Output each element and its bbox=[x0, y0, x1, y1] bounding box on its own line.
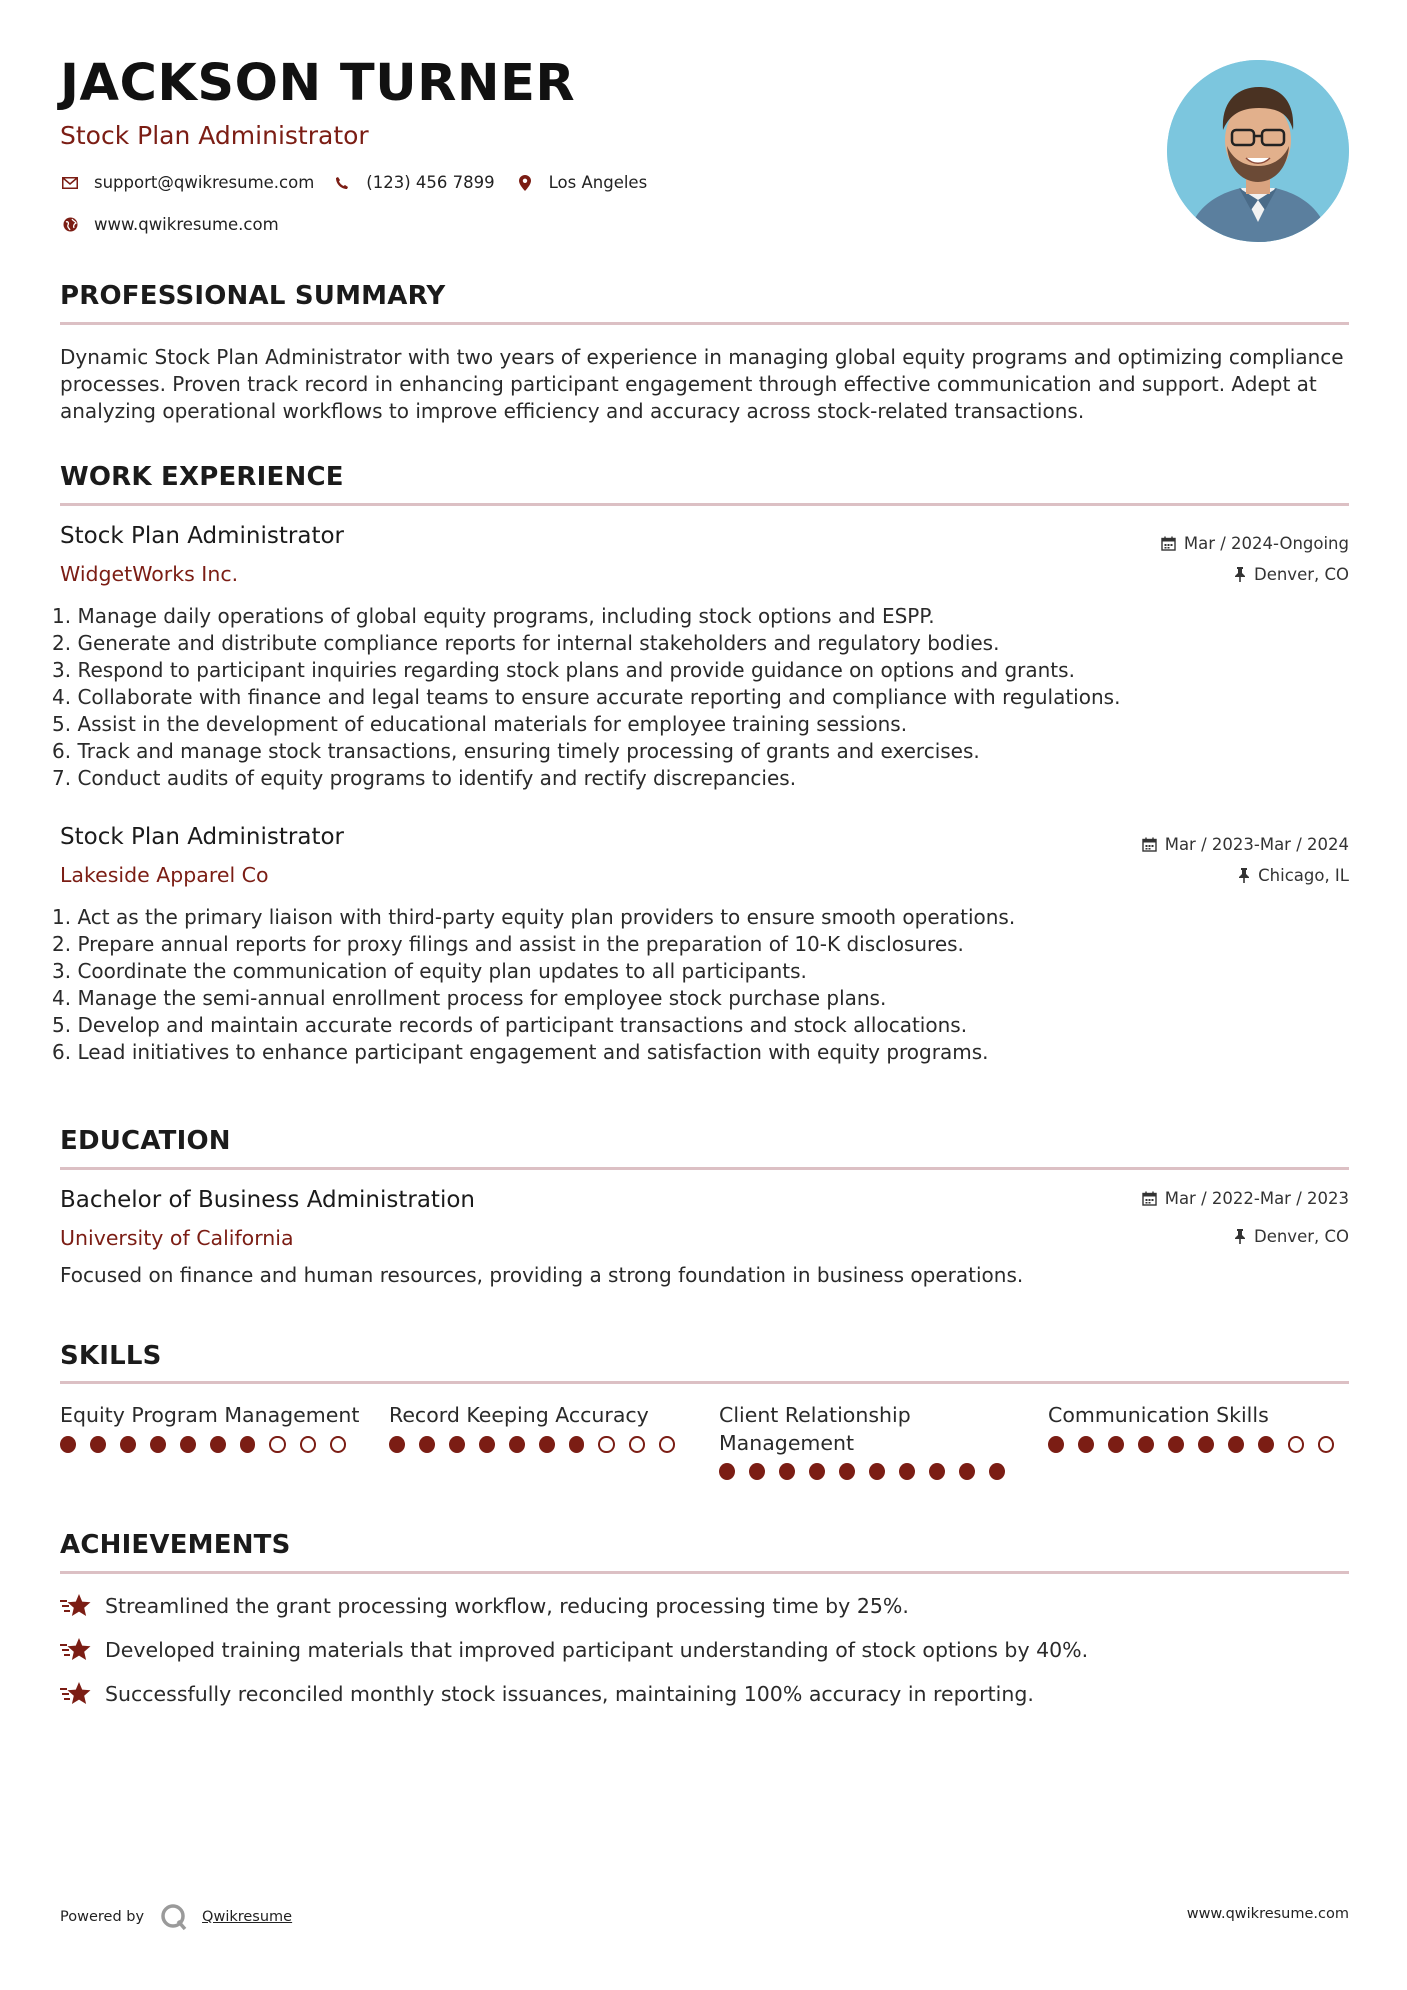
rating-dot-filled bbox=[120, 1436, 136, 1453]
calendar-icon bbox=[1161, 536, 1176, 551]
email-link[interactable]: support@qwikresume.com bbox=[94, 173, 315, 192]
rating-dot-filled bbox=[809, 1463, 825, 1480]
achievement-text: Streamlined the grant processing workflow, reducing processing time by 25%. bbox=[105, 1594, 909, 1618]
section-divider bbox=[60, 1167, 1349, 1170]
profile-photo bbox=[1167, 60, 1349, 242]
section-divider bbox=[60, 1571, 1349, 1574]
footer-website[interactable]: www.qwikresume.com bbox=[1186, 1906, 1349, 1922]
map-pin-icon bbox=[515, 175, 535, 191]
rating-dot-filled bbox=[60, 1436, 76, 1453]
education-description: Focused on finance and human resources, providing a strong foundation in business operations. bbox=[60, 1263, 1024, 1287]
skill-item bbox=[60, 1402, 360, 1453]
rating-dot-filled bbox=[929, 1463, 945, 1480]
achievement-text: Successfully reconciled monthly stock issuances, maintaining 100% accuracy in reporting. bbox=[105, 1682, 1034, 1706]
rating-dot-empty bbox=[269, 1436, 285, 1453]
job-location bbox=[1238, 866, 1349, 885]
date-range: Mar / 2022-Mar / 2023 bbox=[1164, 1189, 1349, 1208]
list-item: 6. Track and manage stock transactions, ensuring timely processing of grants and exercises. bbox=[52, 739, 980, 763]
education-heading: EDUCATION bbox=[60, 1126, 231, 1156]
experience-heading: WORK EXPERIENCE bbox=[60, 462, 344, 492]
rating-dot-filled bbox=[90, 1436, 106, 1453]
rating-dot-filled bbox=[1228, 1436, 1244, 1453]
list-item: 3. Respond to participant inquiries regarding stock plans and provide guidance on options and grants. bbox=[52, 658, 1075, 682]
candidate-role: Stock Plan Administrator bbox=[60, 121, 369, 150]
achievements-heading: ACHIEVEMENTS bbox=[60, 1530, 291, 1560]
location-text: Denver, CO bbox=[1253, 1227, 1349, 1246]
summary-heading: PROFESSIONAL SUMMARY bbox=[60, 281, 446, 311]
rating-dot-filled bbox=[899, 1463, 915, 1480]
rating-dot-empty bbox=[598, 1436, 614, 1453]
rating-dot-filled bbox=[509, 1436, 525, 1453]
rating-dot-filled bbox=[719, 1463, 735, 1480]
skill-name: Record Keeping Accuracy bbox=[389, 1403, 649, 1427]
rating-dot-empty bbox=[330, 1436, 346, 1453]
skill-rating bbox=[719, 1463, 1019, 1480]
rating-dot-filled bbox=[419, 1436, 435, 1453]
education-location bbox=[1234, 1227, 1349, 1246]
list-item: 3. Coordinate the communication of equity plan updates to all participants. bbox=[52, 959, 807, 983]
candidate-name: JACKSON TURNER bbox=[60, 54, 576, 113]
pushpin-icon bbox=[1234, 567, 1246, 582]
skill-item bbox=[1048, 1402, 1348, 1453]
star-icon bbox=[60, 1637, 92, 1663]
location-text: Chicago, IL bbox=[1258, 866, 1349, 885]
envelope-icon bbox=[60, 177, 80, 189]
skill-rating bbox=[1048, 1436, 1348, 1453]
pushpin-icon bbox=[1238, 868, 1250, 883]
section-divider bbox=[60, 503, 1349, 506]
achievement-item bbox=[60, 1637, 1088, 1663]
job-dates bbox=[1142, 835, 1349, 854]
job-responsibilities bbox=[52, 603, 1352, 792]
skill-name: Communication Skills bbox=[1048, 1403, 1269, 1427]
rating-dot-empty bbox=[1318, 1436, 1334, 1453]
rating-dot-filled bbox=[749, 1463, 765, 1480]
list-item: 1. Act as the primary liaison with third-party equity plan providers to ensure smooth operations. bbox=[52, 905, 1016, 929]
phone-icon bbox=[332, 176, 352, 190]
rating-dot-filled bbox=[479, 1436, 495, 1453]
rating-dot-empty bbox=[300, 1436, 316, 1453]
school-name: University of California bbox=[60, 1226, 294, 1250]
education-dates bbox=[1142, 1189, 1349, 1208]
pushpin-icon bbox=[1234, 1229, 1246, 1244]
list-item: 5. Assist in the development of educational materials for employee training sessions. bbox=[52, 712, 908, 736]
list-item: 1. Manage daily operations of global equity programs, including stock options and ESPP. bbox=[52, 604, 935, 628]
list-item: 2. Generate and distribute compliance reports for internal stakeholders and regulatory bodies. bbox=[52, 631, 1000, 655]
job-title: Stock Plan Administrator bbox=[60, 824, 344, 850]
summary-text: Dynamic Stock Plan Administrator with two years of experience in managing global equity programs and optimizing compliance processes. Proven track record in enhancing participant engagement through effective communication and support. Adept at analyzing operational workflows to improve efficiency and accuracy across stock-related transactions. bbox=[60, 345, 1344, 423]
skill-item bbox=[719, 1402, 1019, 1480]
rating-dot-filled bbox=[839, 1463, 855, 1480]
calendar-icon bbox=[1142, 837, 1157, 852]
rating-dot-filled bbox=[1258, 1436, 1274, 1453]
rating-dot-empty bbox=[1288, 1436, 1304, 1453]
rating-dot-filled bbox=[959, 1463, 975, 1480]
rating-dot-filled bbox=[1198, 1436, 1214, 1453]
job-title: Stock Plan Administrator bbox=[60, 523, 344, 549]
contact-row bbox=[60, 173, 647, 192]
skill-rating bbox=[389, 1436, 689, 1453]
location-text: Los Angeles bbox=[548, 173, 648, 192]
rating-dot-filled bbox=[869, 1463, 885, 1480]
date-range: Mar / 2024-Ongoing bbox=[1183, 534, 1349, 553]
rating-dot-empty bbox=[659, 1436, 675, 1453]
rating-dot-filled bbox=[180, 1436, 196, 1453]
skill-name: Client Relationship Management bbox=[719, 1403, 911, 1455]
location-text: Denver, CO bbox=[1253, 565, 1349, 584]
star-icon bbox=[60, 1681, 92, 1707]
rating-dot-filled bbox=[989, 1463, 1005, 1480]
section-divider bbox=[60, 322, 1349, 325]
rating-dot-filled bbox=[1138, 1436, 1154, 1453]
skill-item bbox=[389, 1402, 689, 1453]
rating-dot-filled bbox=[150, 1436, 166, 1453]
rating-dot-filled bbox=[1168, 1436, 1184, 1453]
list-item: 4. Manage the semi-annual enrollment process for employee stock purchase plans. bbox=[52, 986, 887, 1010]
list-item: 6. Lead initiatives to enhance participant engagement and satisfaction with equity programs. bbox=[52, 1040, 989, 1064]
skills-heading: SKILLS bbox=[60, 1341, 162, 1371]
list-item: 5. Develop and maintain accurate records of participant transactions and stock allocations. bbox=[52, 1013, 968, 1037]
rating-dot-filled bbox=[779, 1463, 795, 1480]
rating-dot-filled bbox=[240, 1436, 256, 1453]
website-row bbox=[60, 215, 279, 234]
qwikresume-link[interactable]: Qwikresume bbox=[202, 1909, 293, 1925]
website-link[interactable]: www.qwikresume.com bbox=[94, 215, 279, 234]
rating-dot-filled bbox=[449, 1436, 465, 1453]
job-responsibilities bbox=[52, 904, 1352, 1066]
qwikresume-logo bbox=[160, 1903, 188, 1931]
section-divider bbox=[60, 1381, 1349, 1384]
achievement-text: Developed training materials that improved participant understanding of stock options by 40%. bbox=[105, 1638, 1089, 1662]
rating-dot-filled bbox=[569, 1436, 585, 1453]
job-location bbox=[1234, 565, 1349, 584]
footer-powered-by bbox=[60, 1903, 292, 1931]
company-name: WidgetWorks Inc. bbox=[60, 562, 239, 586]
rating-dot-filled bbox=[1048, 1436, 1064, 1453]
list-item: 2. Prepare annual reports for proxy filings and assist in the preparation of 10-K disclosures. bbox=[52, 932, 964, 956]
rating-dot-filled bbox=[539, 1436, 555, 1453]
skill-rating bbox=[60, 1436, 360, 1453]
star-icon bbox=[60, 1593, 92, 1619]
rating-dot-empty bbox=[629, 1436, 645, 1453]
skill-name: Equity Program Management bbox=[60, 1403, 360, 1427]
rating-dot-filled bbox=[1108, 1436, 1124, 1453]
calendar-icon bbox=[1142, 1191, 1157, 1206]
job-dates bbox=[1161, 534, 1349, 553]
powered-by-label: Powered by bbox=[60, 1909, 145, 1925]
rating-dot-filled bbox=[210, 1436, 226, 1453]
list-item: 4. Collaborate with finance and legal teams to ensure accurate reporting and compliance with regulations. bbox=[52, 685, 1121, 709]
achievement-item bbox=[60, 1681, 1034, 1707]
phone-number[interactable]: (123) 456 7899 bbox=[366, 173, 495, 192]
company-name: Lakeside Apparel Co bbox=[60, 863, 269, 887]
achievement-item bbox=[60, 1593, 909, 1619]
rating-dot-filled bbox=[1078, 1436, 1094, 1453]
list-item: 7. Conduct audits of equity programs to identify and rectify discrepancies. bbox=[52, 766, 797, 790]
date-range: Mar / 2023-Mar / 2024 bbox=[1164, 835, 1349, 854]
degree-title: Bachelor of Business Administration bbox=[60, 1187, 475, 1213]
globe-icon bbox=[60, 217, 80, 232]
rating-dot-filled bbox=[389, 1436, 405, 1453]
